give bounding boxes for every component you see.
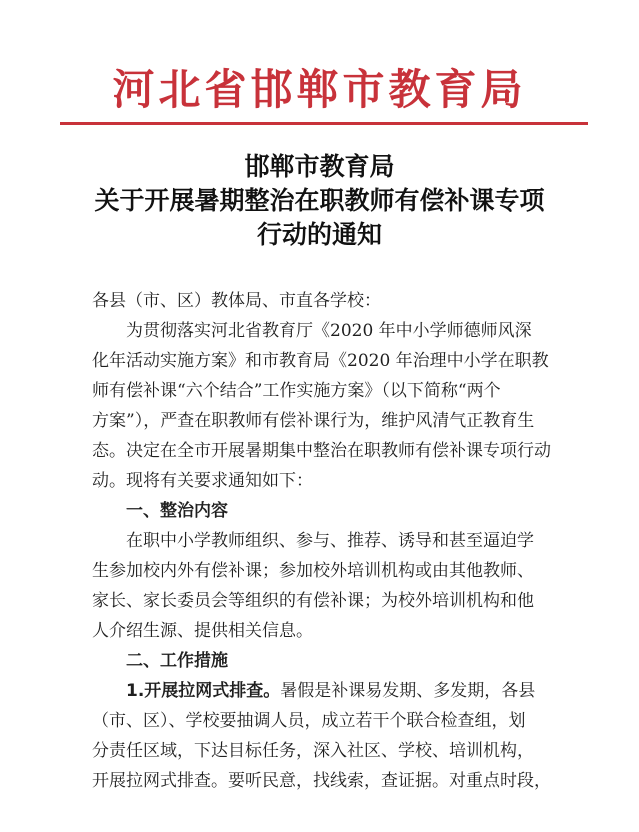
section2-line: 开展拉网式排查。要听民意，找线索，查证据。对重点时段，: [92, 771, 551, 791]
intro-line: 方案”），严查在职教师有偿补课行为，维护风清气正教育生: [92, 411, 535, 431]
salutation: 各县（市、区）教体局、市直各学校：: [92, 291, 381, 311]
intro-line: 化年活动实施方案》和市教育局《2020 年治理中小学在职教: [92, 351, 549, 371]
letterhead-title: 河北省邯郸市教育局: [112, 65, 527, 114]
intro-line: 态。决定在全市开展暑期集中整治在职教师有偿补课专项行动: [92, 441, 551, 461]
section1-line: 在职中小学教师组织、参与、推荐、诱导和甚至逼迫学: [126, 531, 534, 551]
section1-line: 人介绍生源、提供相关信息。: [92, 621, 313, 641]
item1-rest: 暑假是补课易发期、多发期，各县: [280, 681, 536, 701]
intro-line: 师有偿补课“六个结合”工作实施方案》（以下简称“两个: [92, 381, 501, 401]
title-line-3: 行动的通知: [256, 220, 382, 249]
section2-item1-line: [92, 676, 560, 706]
letterhead-rule: [60, 122, 588, 125]
section1-line: 生参加校内外有偿补课；参加校外培训机构或由其他教师、: [92, 561, 534, 581]
title-line-1: 邯郸市教育局: [244, 152, 395, 181]
document-title: [0, 150, 639, 252]
intro-line: 动。现将有关要求通知如下：: [92, 471, 313, 491]
item1-bold-lead: 1.开展拉网式排查。: [126, 681, 281, 701]
section-heading-2: 二、工作措施: [126, 651, 228, 671]
section2-line: 分责任区域，下达目标任务，深入社区、学校、培训机构，: [92, 741, 534, 761]
section1-line: 家长、家长委员会等组织的有偿补课；为校外培训机构和他: [92, 591, 534, 611]
section2-line: （市、区）、学校要抽调人员，成立若干个联合检查组，划: [92, 711, 526, 731]
document-body: [92, 286, 560, 796]
intro-line: 为贯彻落实河北省教育厅《2020 年中小学师德师风深: [126, 321, 532, 341]
title-line-2: 关于开展暑期整治在职教师有偿补课专项: [94, 186, 545, 215]
section-heading-1: 一、整治内容: [126, 501, 228, 521]
